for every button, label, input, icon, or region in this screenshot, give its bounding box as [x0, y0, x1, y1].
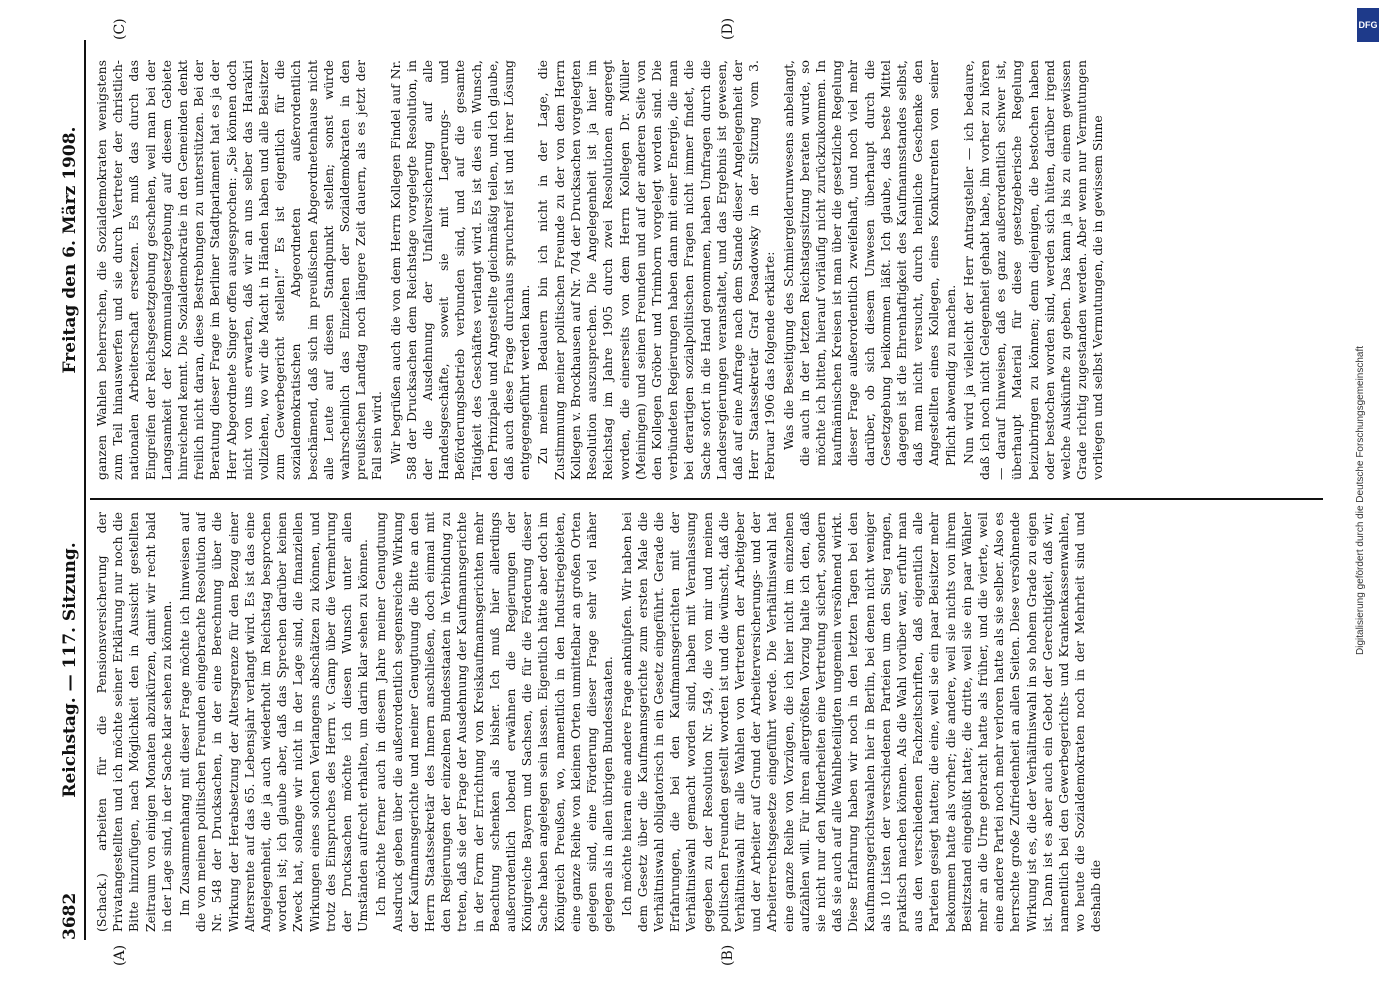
right-paragraph: Wir begrüßen auch die von dem Herrn Kollegen Findel auf Nr. 588 der Drucksachen dem Reichstage vorgelegte Resolution, in der die Ausdehnung der Unfallversicherung auf alle Handelsgeschäfte, soweit sie mit Lagerungs- und Beförderungsbetrieb verbunden sind, und auf die gesamte Tätigkeit des Geschäftes verlangt wird. Es ist dies ein Wunsch, den Prinzipale und Angestellte gleichmäßig teilen, und ich glaube, daß auch diese Frage durchaus spruchreif ist und ihrer Lösung entgegengeführt werden kann. [387, 60, 533, 480]
margin-marker-a: (A) [112, 944, 128, 966]
session-date: Freitag den 6. März 1908. [60, 126, 80, 374]
margin-marker-d: (D) [720, 17, 736, 40]
left-paragraph: Ich möchte ferner auch in diesem Jahre meiner Genugtuung Ausdruck geben über die außerordentlich segensreiche Wirkung der Kaufmannsgerichte und meiner Genugtuung die Bitte an den Herrn Staatssekretär des Innern anschließen, doch einmal mit den Regierungen der einzelnen Bundesstaaten in Verbindung zu treten, daß sie der Frage der Ausdehnung der Kaufmannsgerichte in der Form der Errichtung von Kreiskaufmannsgerichten mehr Beachtung schenken als bisher. Ich muß hier allerdings außerordentlich lobend erwähnen die Regierungen der Königreiche Bayern und Sachsen, die für die Förderung dieser Sache haben angelegen sein lassen. Eigentlich hätte aber doch im Königreich Preußen, wo, namentlich in den Industriegebieten, eine ganze Reihe von kleinen Orten unmittelbar an großen Orten gelegen sind, eine Förderung dieser Frage sehr viel näher gelegen als in allen übrigen Bundesstaaten. [373, 512, 616, 932]
page-header [46, 40, 80, 940]
left-paragraph: (Schack.) arbeiten für die Pensionsversicherung der Privatangestellten und ich möchte seiner Erklärung nur noch die Bitte hinzufügen, nach Möglichkeit den in Aussicht gestellten Zeitraum von einigen Monaten abzukürzen, damit wir recht bald in der Lage sind, in der Sache klar sehen zu können. [94, 512, 174, 932]
header-rule [84, 40, 86, 940]
digitization-credit: Digitalisierung gefördert durch die Deutsche Forschungsgemeinschaft [1355, 345, 1366, 655]
right-paragraph: Nun wird ja vielleicht der Herr Antragsteller — ich bedaure, daß ich noch nicht Gelegenheit gehabt habe, ihn vorher zu hören — darauf hinweisen, daß es ganz außerordentlich schwer ist, überhaupt Material für diese gesetzgeberische Regelung beizubringen zu können; denn diejenigen, die bestochen haben oder bestochen worden sind, werden sich hüten, darüber irgend welche Auskünfte zu geben. Das kann ja bis zu einem gewissen Grade richtig zugestanden werden. Aber wenn nur Vermutungen vorliegen und selbst Vermutungen, die in gewissem Sinne [960, 60, 1106, 480]
right-paragraph: ganzen Wahlen beherrschen, die Sozialdemokraten wenigstens zum Teil hinauswerfen und sie durch Vertreter der christlich-nationalen Arbeiterschaft ersetzen. Es muß das durch das Eingreifen der Reichsgesetzgebung geschehen, weil man bei der Langsamkeit der Kommunalgesetzgebung auf diesem Gebiete hinreichend kennt. Die Sozialdemokratie in den Gemeinden denkt freilich nicht daran, diese Bestrebungen zu unterstützen. Bei der Beratung dieser Frage im Berliner Stadtparlament hat es ja der Herr Abgeordnete Singer offen ausgesprochen: „Sie können doch nicht von uns erwarten, daß wir an uns selber das Harakiri vollziehen, wo wir die Macht in Händen haben und alle Beisitzer zum Gewerbegericht stellen!“ Es ist eigentlich für die sozialdemokratischen Abgeordneten außerordentlich beschämend, daß sich im preußischen Abgeordnetenhause nicht alle Leute auf diesen Standpunkt stellen; sonst würde wahrscheinlich das Einziehen der Sozialdemokraten in den preußischen Landtag noch längere Zeit dauern, als es jetzt der Fall sein wird. [94, 60, 385, 480]
left-column [94, 512, 1334, 932]
session-title: Reichstag. — 117. Sitzung. [60, 542, 80, 798]
right-paragraph: Zu meinem Bedauern bin ich nicht in der Lage, die Zustimmung meiner politischen Freunde zu der von dem Herrn Kollegen v. Brockhausen auf Nr. 704 der Drucksachen vorgelegten Resolution auszusprechen. Die Angelegenheit ist ja hier im Reichstag im Jahre 1905 durch zwei Resolutionen angeregt worden, die einerseits von dem Herrn Kollegen Dr. Müller (Meiningen) und seinen Freunden und auf der anderen Seite von den Kollegen Gröber und Trimborn vorgelegt worden sind. Die verbündeten Regierungen haben dann mit einer Energie, die man bei derartigen sozialpolitischen Fragen nicht immer findet, die Sache sofort in die Hand genommen, haben Umfragen durch die Landesregierungen veranstaltet, und das Ergebnis ist gewesen, daß auf eine Anfrage nach dem Stande dieser Angelegenheit der Herr Staatssekretär Graf Posadowsky in der Sitzung vom 3. Februar 1906 das folgende erklärte: [535, 60, 778, 480]
column-separator [90, 498, 1323, 500]
margin-marker-b: (B) [720, 944, 736, 966]
page-number: 3682 [60, 892, 80, 940]
quoted-statement: Was die Beseitigung des Schmiergelderunwesens anbelangt, die auch in der letzten Reichstagssitzung beraten wurde, so möchte ich bitten, hierauf vorläufig nicht zurückzukommen. In kaufmännischen Kreisen ist man über die gesetzliche Regelung dieser Frage außerordentlich zweifelhaft, und noch viel mehr darüber, ob sich diesem Unwesen überhaupt durch die Gesetzgebung beikommen läßt. Ich glaube, das beste Mittel dagegen ist die Ehrenhaftigkeit des Kaufmannsstandes selbst, daß man nicht versucht, durch heimliche Geschenke den Angestellten eines Kollegen, eines Konkurrenten von seiner Pflicht abwendig zu machen. [780, 60, 958, 466]
dfg-logo: DFG [1357, 8, 1379, 42]
left-paragraph: Ich möchte hieran eine andere Frage anknüpfen. Wir haben bei dem Gesetz über die Kaufmannsgerichte zum ersten Male die Verhältniswahl obligatorisch in ein Gesetz eingeführt. Gerade die Erfahrungen, die bei den Kaufmannsgerichten mit der Verhältniswahl gemacht worden sind, haben mit Veranlassung gegeben zu der Resolution Nr. 549, die von mir und meinen politischen Freunden gestellt worden ist und die wünscht, daß die Verhältniswahl für alle Wahlen von Vertretern der Arbeitgeber und der Arbeiter auf Grund der Arbeiterversicherungs- und der Arbeiterrechtsgesetze eingeführt werde. Die Verhältniswahl hat eine ganze Reihe von Vorzügen, die ich hier nicht im einzelnen aufzählen will. Für ihren allergrößten Vorzug halte ich den, daß sie nicht nur den Minderheiten eine Vertretung sichert, sondern daß sie auch auf alle Wahlbeteiligten ungemein versöhnend wirkt. Diese Erfahrung haben wir noch in den letzten Tagen bei den Kaufmannsgerichtswahlen hier in Berlin, bei denen nicht weniger als 10 Listen der verschiedenen Parteien um den Sieg rangen, praktisch machen können. Als die Wahl vorüber war, erfuhr man aus den verschiedenen Fachzeitschriften, daß eigentlich alle Parteien gesiegt hatten; die eine, weil sie ein paar Beisitzer mehr bekommen hatte als vorher; die andere, weil sie nichts von ihrem Besitzstand eingebüßt hatte; die dritte, weil sie ein paar Wähler mehr an die Urne gebracht hatte als früher, und die vierte, weil eine andere Partei noch mehr verloren hatte als sie selber. Also es herrschte große Zufriedenheit an allen Seiten. Diese versöhnende Wirkung ist es, die der Verhältniswahl in so hohem Grade zu eigen ist. Dann ist es aber auch ein Gebot der Gerechtigkeit, daß wir, namentlich bei den Gewerbegerichts- und Krankenkassenwahlen, wo heute die Sozialdemokraten noch in der Mehrheit sind und deshalb die [618, 512, 1104, 932]
left-paragraph: Im Zusammenhang mit dieser Frage möchte ich hinweisen auf die von meinen politischen Freunden eingebrachte Resolution auf Nr. 548 der Drucksachen, in der eine Berechnung über die Wirkung der Herabsetzung der Altersgrenze für den Bezug einer Altersrente auf das 65. Lebensjahr verlangt wird. Es ist das eine Angelegenheit, die ja auch wiederholt im Reichstag besprochen worden ist; ich glaube aber, daß das Sprechen darüber keinen Zweck hat, solange wir nicht in der Lage sind, die finanziellen Wirkungen eines solchen Verlangens abschätzen zu können, und trotz des Einspruches des Herrn v. Gamp über die Vermehrung der Drucksachen möchte ich diesen Wunsch unter allen Umständen aufrecht erhalten, um darin klar sehen zu können. [177, 512, 371, 932]
margin-marker-c: (C) [112, 18, 128, 40]
right-column [94, 60, 1334, 480]
